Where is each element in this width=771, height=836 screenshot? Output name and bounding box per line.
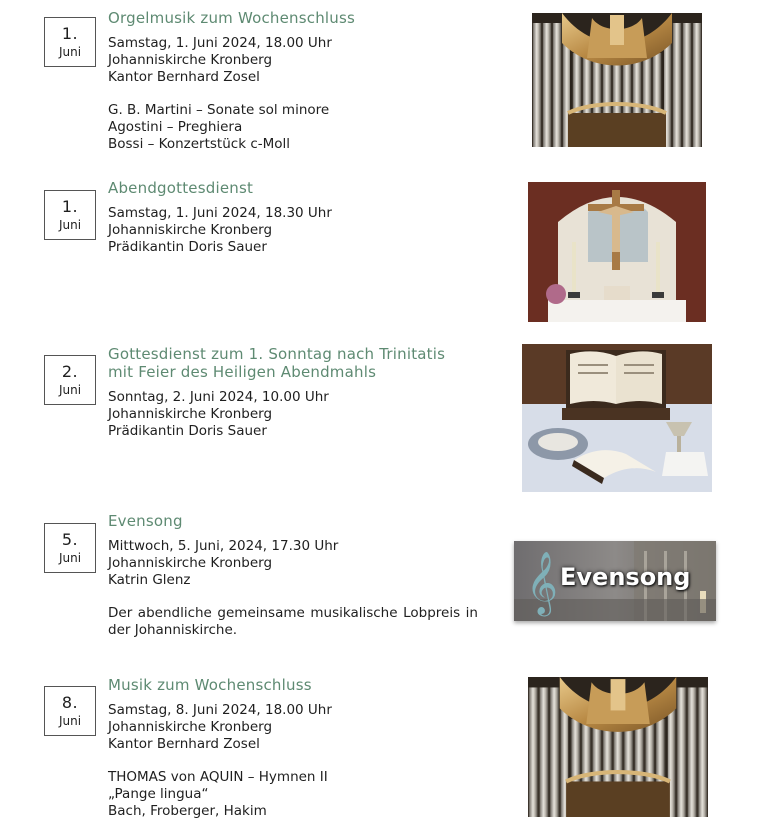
event-datetime: Samstag, 1. Juni 2024, 18.00 Uhr xyxy=(108,35,332,51)
date-month: Juni xyxy=(58,383,82,397)
date-day: 1. xyxy=(61,24,79,43)
event-datetime: Samstag, 8. Juni 2024, 18.00 Uhr xyxy=(108,702,332,718)
date-day: 5. xyxy=(61,530,79,549)
date-day: 2. xyxy=(61,362,79,381)
event-title: Evensong xyxy=(108,512,183,530)
event-person: Kantor Bernhard Zosel xyxy=(108,68,260,85)
date-box xyxy=(44,190,96,240)
event-datetime: Samstag, 1. Juni 2024, 18.30 Uhr xyxy=(108,205,332,221)
date-month: Juni xyxy=(58,45,82,59)
event-person: Prädikantin Doris Sauer xyxy=(108,238,267,255)
svg-text:𝄞: 𝄞 xyxy=(526,551,558,614)
program-item: Bach, Froberger, Hakim xyxy=(108,802,267,819)
event-title-line: mit Feier des Heiligen Abendmahls xyxy=(108,363,377,381)
date-month: Juni xyxy=(58,218,82,232)
program-item: Bossi – Konzertstück c-Moll xyxy=(108,135,291,152)
event-person: Prädikantin Doris Sauer xyxy=(108,422,267,439)
organ-photo xyxy=(528,677,708,817)
event-title: Orgelmusik zum Wochenschluss xyxy=(108,9,356,27)
bible-chalice-photo xyxy=(522,344,712,492)
event-title: Musik zum Wochenschluss xyxy=(108,676,312,694)
date-day: 1. xyxy=(61,197,79,216)
event-location: Johanniskirche Kronberg xyxy=(108,554,273,571)
event-title-line: Gottesdienst zum 1. Sonntag nach Trinitatis xyxy=(108,345,446,363)
date-day: 8. xyxy=(61,693,79,712)
date-box xyxy=(44,17,96,67)
event-location: Johanniskirche Kronberg xyxy=(108,51,273,68)
event-description: Der abendliche gemeinsame musikalische Lobpreis in der Johanniskirche. xyxy=(108,605,478,638)
date-month: Juni xyxy=(58,714,82,728)
program-item: Agostini – Preghiera xyxy=(108,118,243,135)
event-person: Kantor Bernhard Zosel xyxy=(108,735,260,752)
event-location: Johanniskirche Kronberg xyxy=(108,221,273,238)
altar-crucifix-photo xyxy=(528,182,706,322)
event-datetime: Mittwoch, 5. Juni, 2024, 17.30 Uhr xyxy=(108,538,339,554)
event-person: Katrin Glenz xyxy=(108,571,191,588)
date-box xyxy=(44,355,96,405)
program-item: „Pange lingua“ xyxy=(108,785,209,802)
evensong-banner xyxy=(514,541,716,621)
organ-photo xyxy=(532,13,702,147)
date-box xyxy=(44,686,96,736)
date-month: Juni xyxy=(58,551,82,565)
date-box xyxy=(44,523,96,573)
evensong-banner-text: Evensong xyxy=(560,563,691,591)
event-title: Abendgottesdienst xyxy=(108,179,254,197)
event-datetime: Sonntag, 2. Juni 2024, 10.00 Uhr xyxy=(108,389,329,405)
event-location: Johanniskirche Kronberg xyxy=(108,405,273,422)
program-item: THOMAS von AQUIN – Hymnen II xyxy=(108,769,328,786)
program-item: G. B. Martini – Sonate sol minore xyxy=(108,102,330,119)
event-location: Johanniskirche Kronberg xyxy=(108,718,273,735)
